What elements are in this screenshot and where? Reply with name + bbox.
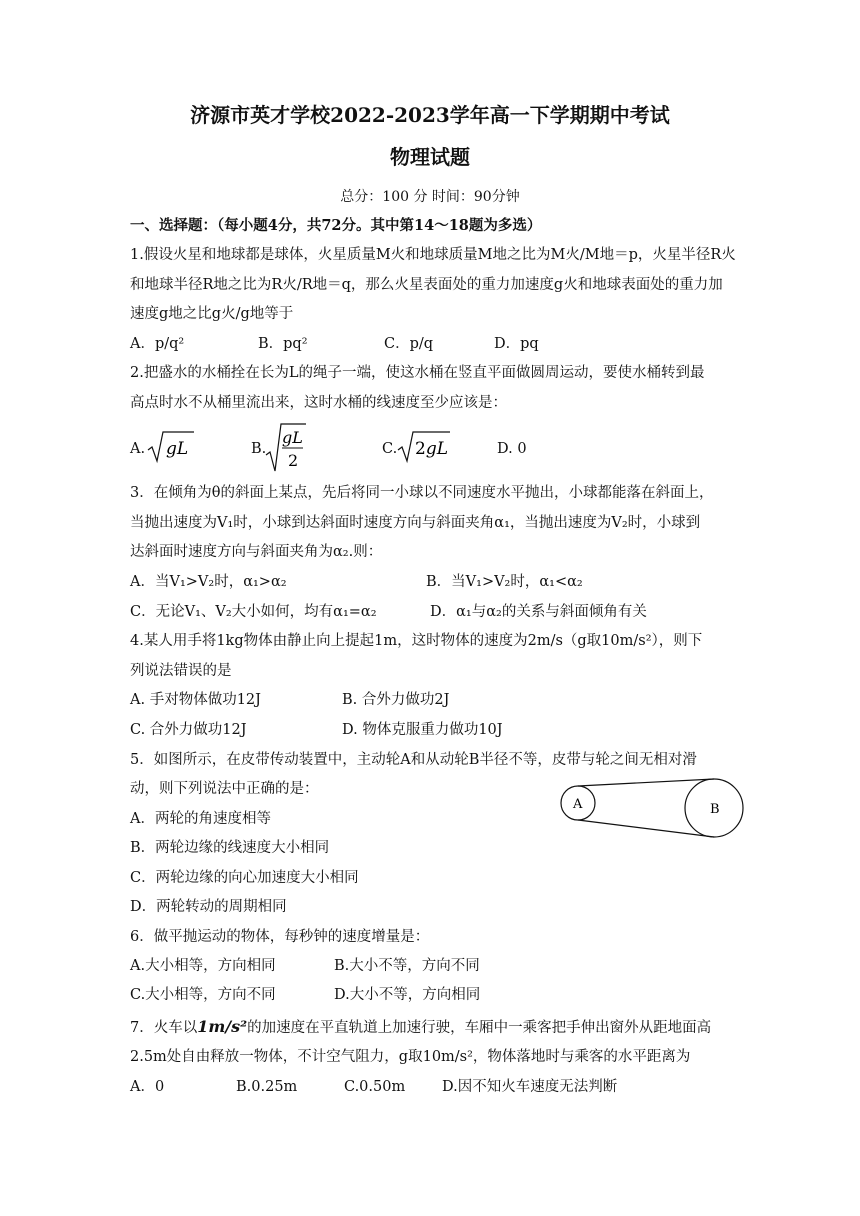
q7-option-b: B.0.25m [236,1079,298,1095]
q2-option-c-sqrt [396,428,452,468]
q2-line2: 高点时水不从桶里流出来，这时水桶的线速度至少应该是： [130,395,507,411]
q1-option-b: B．pq² [258,336,308,352]
q5-option-a: A．两轮的角速度相等 [130,811,271,827]
q4-line1: 4.某人用手将1kg物体由静止向上提起1m，这时物体的速度为2m/s（g取10m/s²），则下 [130,633,703,649]
q5-option-b: B．两轮边缘的线速度大小相同 [130,840,330,856]
q2-option-b-sqrt [264,421,308,477]
q6-option-b: B.大小不等，方向不同 [334,958,480,974]
q2-option-b-den: 2 [288,451,299,470]
belt-pulley-diagram [554,775,746,841]
q5-line1: 5．如图所示，在皮带传动装置中，主动轮A和从动轮B半径不等，皮带与轮之间无相对滑 [130,752,697,768]
exam-subtitle: 物理试题 [390,145,470,169]
q5-option-c: C．两轮边缘的向心加速度大小相同 [130,870,359,886]
q7-option-c: C.0.50m [344,1079,406,1095]
q2-option-a-sqrt [146,428,196,468]
q3-option-c: C．无论V₁、V₂大小如何，均有α₁=α₂ [130,604,377,620]
sqrt-symbol [146,428,196,464]
q1-option-a: A．p/q² [130,336,185,352]
q3-option-b: B．当V₁>V₂时，α₁<α₂ [426,574,583,590]
q7-accel-expr: 1m/s² [197,1017,248,1036]
q1-line3: 速度g地之比g火/g地等于 [130,306,294,322]
q2-option-c-label: C. [382,441,398,457]
sqrt-symbol [264,421,308,473]
q7-line2: 2.5m处自由释放一物体，不计空气阻力，g取10m/s²，物体落地时与乘客的水平距离为 [130,1049,691,1065]
q5-line2: 动，则下列说法中正确的是： [130,781,319,797]
q3-line3: 达斜面时速度方向与斜面夹角为α₂.则： [130,544,383,560]
q4-option-b: B. 合外力做功2J [342,692,450,708]
q2-line1: 2.把盛水的水桶拴在长为L的绳子一端，使这水桶在竖直平面做圆周运动，要使水桶转到最 [130,365,705,381]
exam-title: 济源市英才学校2022-2023学年高一下学期期中考试 [190,103,670,127]
q1-line2: 和地球半径R地之比为R火/R地＝q，那么火星表面处的重力加速度g火和地球表面处的重力加 [130,277,723,293]
pulley-a-label: A [573,797,583,812]
q4-option-d: D. 物体克服重力做功10J [342,722,503,738]
q7-line1-pre: 7．火车以 [130,1020,198,1036]
q7-line1-post: 的加速度在平直轨道上加速行驶，车厢中一乘客把手伸出窗外从距地面高 [247,1020,712,1036]
q3-option-a: A．当V₁>V₂时，α₁>α₂ [130,574,287,590]
q7-line1 [130,1018,711,1037]
q2-option-a-label: A. [130,441,146,457]
q3-option-d: D．α₁与α₂的关系与斜面倾角有关 [430,604,647,620]
q6-option-a: A.大小相等，方向相同 [130,958,276,974]
q4-line2: 列说法错误的是 [130,663,232,679]
exam-meta: 总分：100 分 时间：90分钟 [340,189,520,205]
q2-option-d: D. 0 [497,441,527,457]
q1-line1: 1.假设火星和地球都是球体，火星质量M火和地球质量M地之比为M火/M地＝p，火星半径R火 [130,247,736,263]
pulley-b-label: B [710,802,720,817]
belt-top [578,779,714,786]
section-heading: 一、选择题：（每小题4分，共72分。其中第14～18题为多选） [130,217,542,234]
q4-option-c: C. 合外力做功12J [130,722,247,738]
q7-option-d: D.因不知火车速度无法判断 [442,1079,618,1095]
sqrt-symbol [396,428,452,464]
q1-option-d: D．pq [494,336,539,352]
q6-option-c: C.大小相等，方向不同 [130,987,276,1003]
q6-line1: 6．做平抛运动的物体，每秒钟的速度增量是： [130,929,430,945]
q6-option-d: D.大小不等，方向相同 [334,987,481,1003]
q3-line1: 3．在倾角为θ的斜面上某点，先后将同一小球以不同速度水平抛出，小球都能落在斜面上， [130,485,714,501]
q5-option-d: D．两轮转动的周期相同 [130,899,287,915]
q3-line2: 当抛出速度为V₁时，小球到达斜面时速度方向与斜面夹角α₁，当抛出速度为V₂时，小球到 [130,515,701,531]
q7-option-a: A．0 [130,1079,165,1095]
q2-option-a-expr: gL [166,439,189,459]
q4-option-a: A. 手对物体做功12J [130,692,261,708]
q1-option-c: C．p/q [384,336,434,352]
q2-option-b-num: gL [282,428,303,447]
q2-option-b-label: B. [251,441,267,457]
q2-option-c-expr: 2gL [415,439,448,459]
